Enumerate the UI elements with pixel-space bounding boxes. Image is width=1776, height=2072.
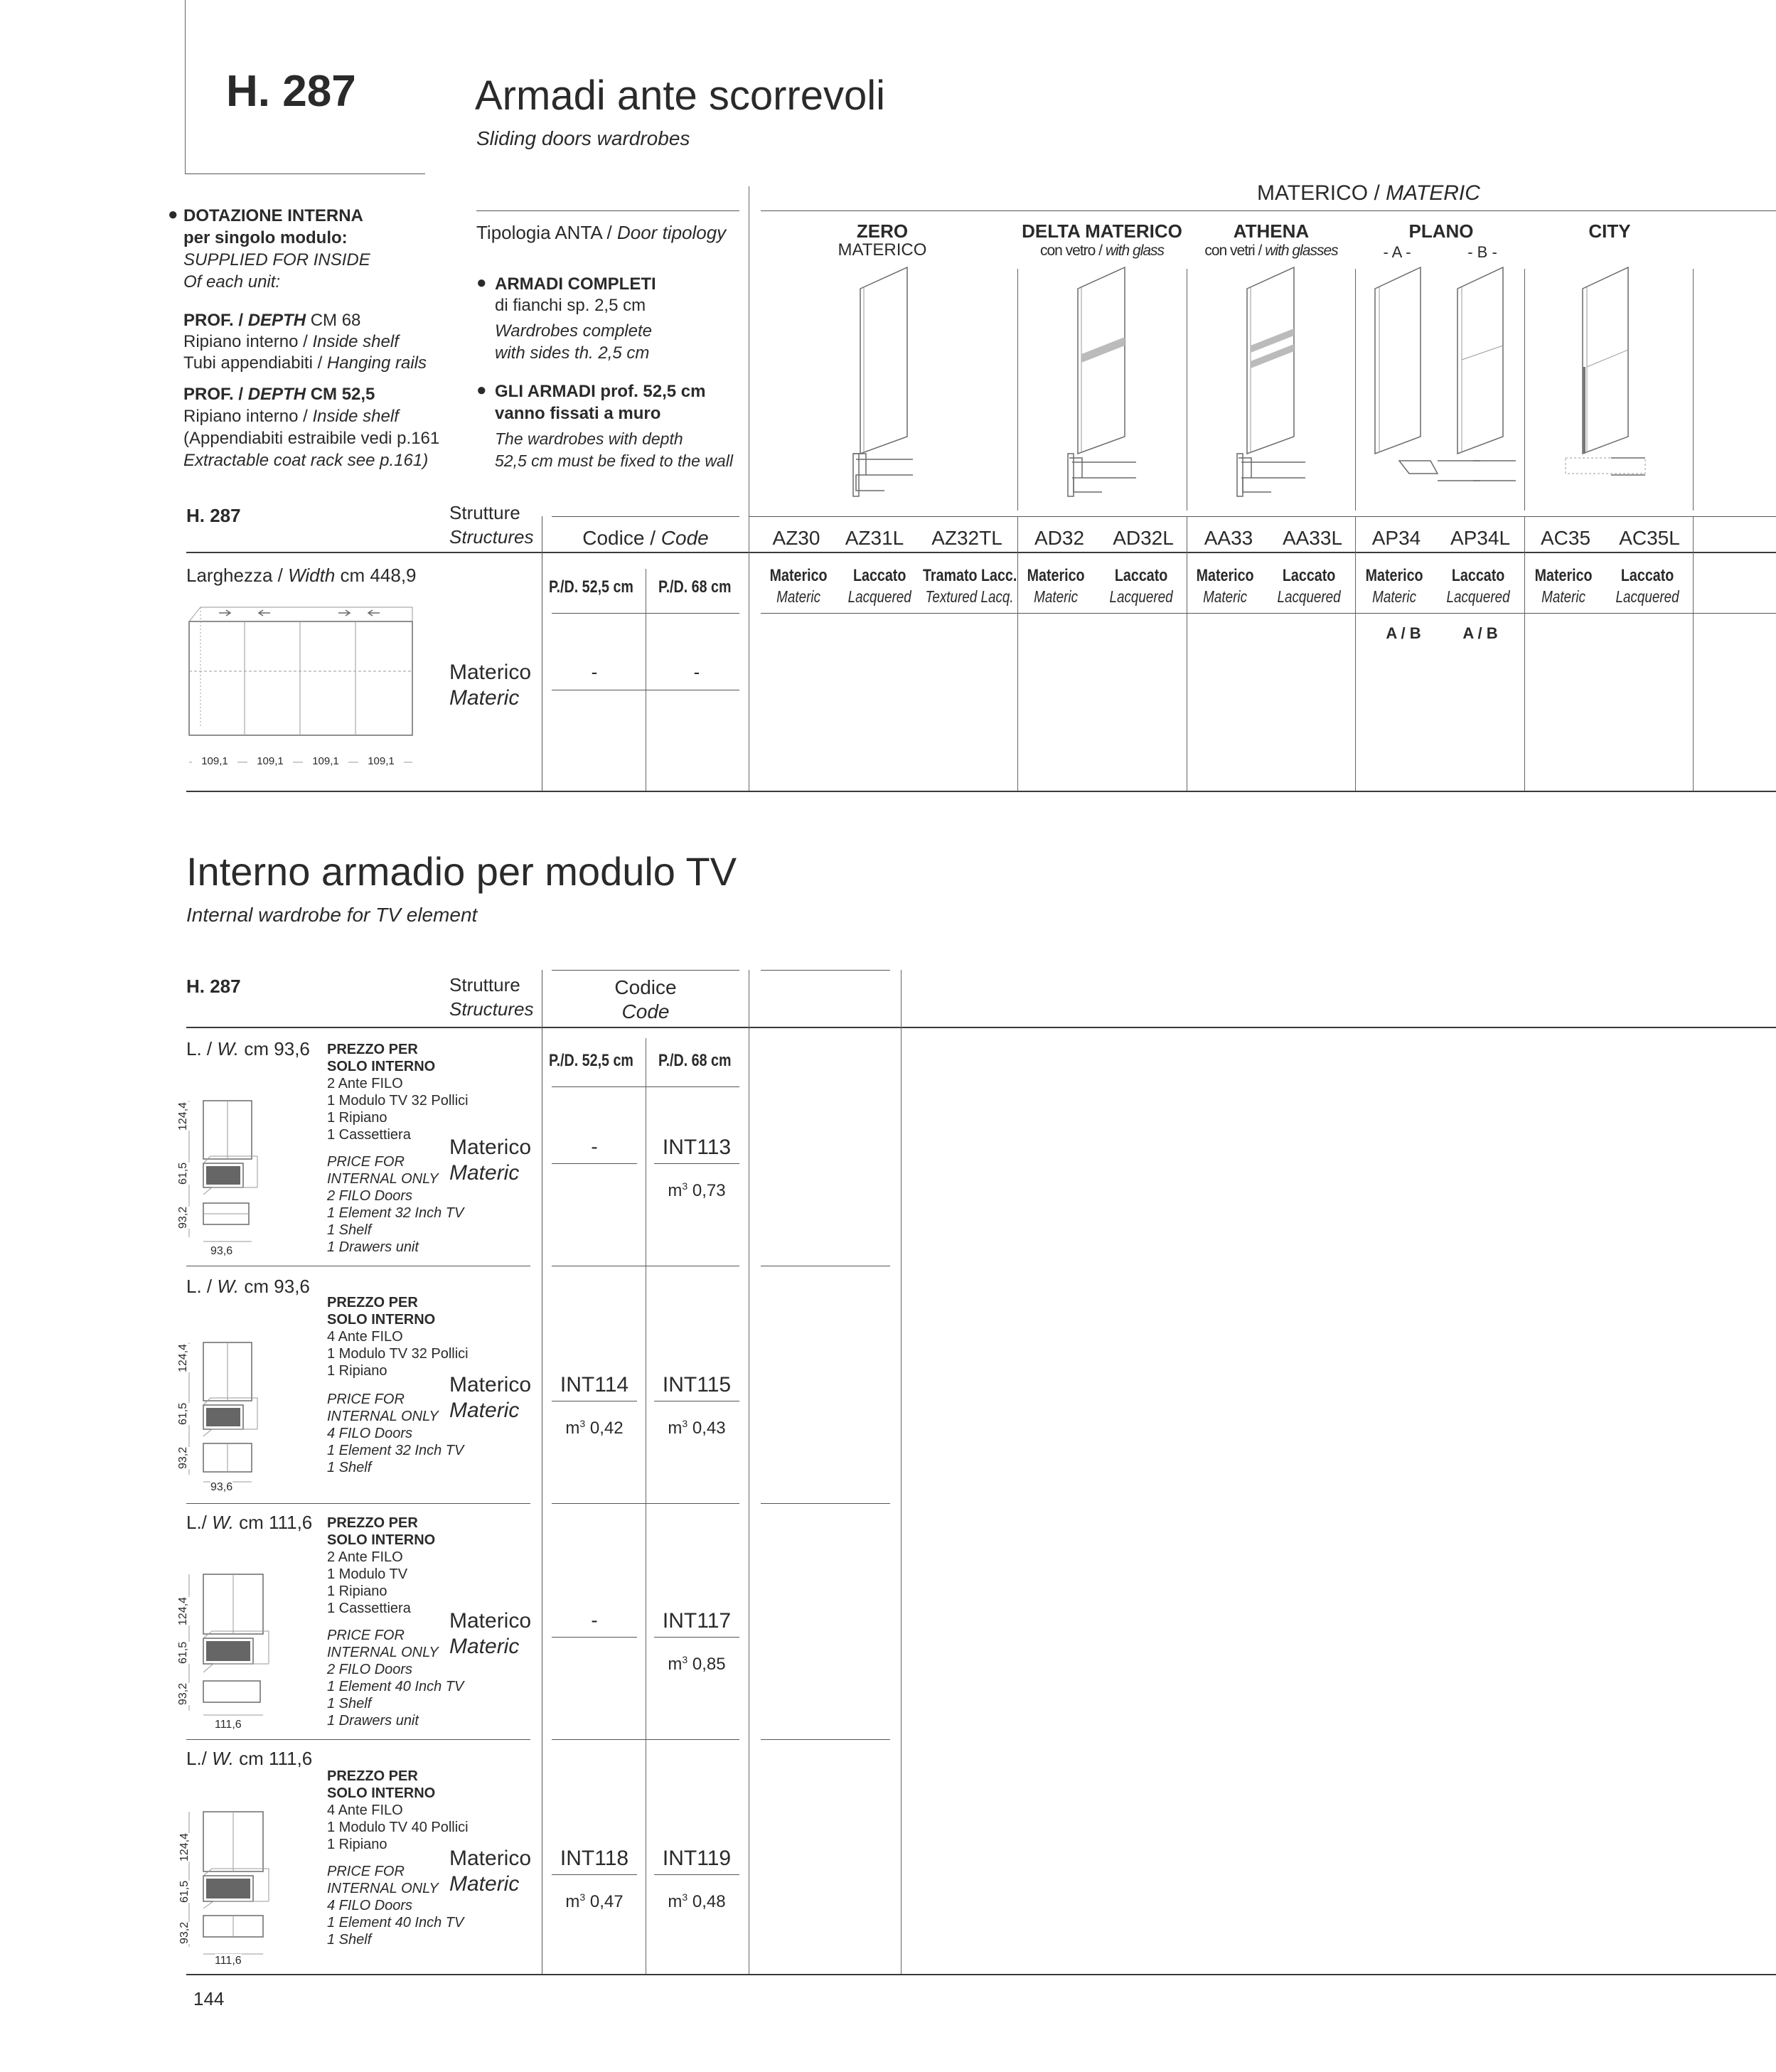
finishes-rule <box>761 613 1776 614</box>
table1-structure-en: Materic <box>449 686 520 710</box>
item-en: 1 Element 40 Inch TV <box>327 1679 464 1694</box>
plano-ab-label: A / B <box>1386 624 1421 642</box>
table1-vline <box>1355 516 1356 792</box>
table2-depth-68: P./D. 68 cm <box>658 1051 732 1070</box>
price-label: SOLO INTERNO <box>327 1532 436 1548</box>
code-cell: AP34L <box>1450 527 1511 549</box>
table1-header-rule <box>186 552 1776 553</box>
item-en: 1 Element 32 Inch TV <box>327 1205 464 1221</box>
row-code-68: INT117 <box>662 1609 732 1633</box>
item-en: 1 Shelf <box>327 1460 372 1475</box>
table1-vline <box>1524 516 1525 792</box>
dim-label: 124,4 <box>177 1101 189 1131</box>
complete-wardrobes-en-1: Wardrobes complete <box>495 321 652 341</box>
finish-cell: Laccato <box>1114 566 1168 585</box>
row-code-68: INT119 <box>662 1847 732 1870</box>
item-it: 1 Modulo TV 40 Pollici <box>327 1820 469 1835</box>
table1-structure-it: Materico <box>449 661 532 684</box>
table2-height: H. 287 <box>186 976 241 997</box>
code-cell: AD32L <box>1113 527 1174 549</box>
complete-wardrobes-desc: di fianchi sp. 2,5 cm <box>495 296 646 315</box>
fixed-wardrobes-title: GLI ARMADI prof. 52,5 cm <box>495 382 706 401</box>
row-width: L. / W. cm 93,6 <box>186 1038 310 1059</box>
table1-code-label: Codice / Code <box>582 527 709 549</box>
row-separator <box>761 1739 890 1740</box>
row-structure-it: Materico <box>449 1373 532 1397</box>
row-volume-68: $m^3$ 0,43 <box>668 1418 726 1438</box>
price-label: PREZZO PER <box>327 1042 418 1057</box>
table2-bottom-rule <box>186 1974 1776 1975</box>
finish-cell: Laccato <box>1451 566 1505 585</box>
header-divider-vertical <box>185 0 186 174</box>
finish-cell: Materico <box>1534 566 1593 585</box>
header-divider-horizontal <box>185 173 425 174</box>
item-it: 1 Cassettiera <box>327 1127 411 1143</box>
price-label-en: PRICE FOR <box>327 1154 405 1170</box>
code-rule <box>552 970 739 971</box>
table2-code-it: Codice <box>614 976 677 998</box>
finish-cell: Materic <box>1541 587 1586 606</box>
item-it: 1 Ripiano <box>327 1110 387 1126</box>
code-cell: AZ31L <box>845 527 904 549</box>
complete-wardrobes-en-2: with sides th. 2,5 cm <box>495 343 650 363</box>
row-code-525: - <box>591 1609 598 1631</box>
row-separator <box>552 1503 739 1504</box>
item-en: 2 FILO Doors <box>327 1188 413 1204</box>
row-volume-525: $m^3$ 0,42 <box>565 1418 624 1438</box>
finish-cell: Laccato <box>1620 566 1674 585</box>
row-width: L. / W. cm 93,6 <box>186 1276 310 1297</box>
code-cell: AC35L <box>1619 527 1680 549</box>
door-athena-drawing <box>1229 267 1314 509</box>
cell-rule <box>552 1163 637 1164</box>
item-it: 2 Ante FILO <box>327 1076 403 1091</box>
page-title: Armadi ante scorrevoli <box>475 73 885 119</box>
dim-label: 61,5 <box>177 1641 189 1664</box>
cell-rule <box>654 1163 739 1164</box>
row-code-525: INT118 <box>560 1847 629 1870</box>
code-rule <box>552 516 739 517</box>
depth-525-heading: PROF. / DEPTH CM 52,5 <box>183 385 375 404</box>
price-label-en: PRICE FOR <box>327 1392 405 1407</box>
table1-value-525: - <box>591 661 598 683</box>
depth-rule <box>552 613 739 614</box>
dim-label: 93,2 <box>177 1206 189 1229</box>
materic-rule <box>761 210 1776 211</box>
code-cell: AC35 <box>1540 527 1591 549</box>
row-code-525: - <box>591 1136 598 1158</box>
item-en: 4 FILO Doors <box>327 1898 413 1913</box>
table2-structures-it: Strutture <box>449 974 520 995</box>
price-label: SOLO INTERNO <box>327 1312 436 1328</box>
wardrobe-front-drawing <box>186 604 421 775</box>
table1-vline <box>1017 516 1018 792</box>
dim-label: 93,6 <box>210 1245 233 1257</box>
notes-heading-en-2: Of each unit: <box>183 272 281 292</box>
table1-width: Larghezza / Width cm 448,9 <box>186 565 417 586</box>
price-label-en: INTERNAL ONLY <box>327 1171 439 1187</box>
row-width: L./ W. cm 111,6 <box>186 1512 313 1533</box>
cell-rule <box>654 1637 739 1638</box>
typology-rule <box>476 210 739 211</box>
complete-wardrobes-title: ARMADI COMPLETI <box>495 274 656 294</box>
table1-value-68: - <box>693 661 700 683</box>
table2-structures-en: Structures <box>449 998 534 1020</box>
code-cell: AA33 <box>1204 527 1253 549</box>
row-volume-68: $m^3$ 0,73 <box>668 1180 726 1200</box>
model-athena-sub: con vetri / with glasses <box>1204 242 1338 259</box>
bullet-icon: ● <box>168 205 178 224</box>
dim-label: 93,2 <box>177 1682 189 1705</box>
price-label: PREZZO PER <box>327 1515 418 1531</box>
row-code-68: INT115 <box>662 1373 732 1397</box>
row-structure-en: Materic <box>449 1872 520 1896</box>
depth-rule <box>552 1086 739 1087</box>
item-en: 1 Element 40 Inch TV <box>327 1915 464 1931</box>
finish-cell: Tramato Lacc. <box>923 566 1017 585</box>
item-en: 1 Shelf <box>327 1222 372 1238</box>
table1-depth-525: P./D. 52,5 cm <box>549 577 633 597</box>
fixed-wardrobes-en-2: 52,5 cm must be fixed to the wall <box>495 452 733 470</box>
finish-cell: Materic <box>776 587 821 606</box>
col-sep <box>1693 269 1694 511</box>
row-separator <box>186 1739 530 1740</box>
item-en: 2 FILO Doors <box>327 1662 413 1677</box>
door-typology-label: Tipologia ANTA / Door tipology <box>476 222 727 243</box>
dim-label: 93,6 <box>210 1481 233 1493</box>
code-cell: AZ30 <box>772 527 820 549</box>
code-cell: AA33L <box>1282 527 1343 549</box>
cell-rule <box>552 1637 637 1638</box>
finish-cell: Textured Lacq. <box>925 587 1014 606</box>
item-it: 1 Cassettiera <box>327 1601 411 1616</box>
item-en: 1 Shelf <box>327 1932 372 1948</box>
row-width: L./ W. cm 111,6 <box>186 1748 313 1769</box>
item-it: 4 Ante FILO <box>327 1803 403 1818</box>
table1-bottom-rule <box>186 791 1776 792</box>
depth-68-line-2: Tubi appendiabiti / Hanging rails <box>183 353 427 373</box>
item-it: 1 Modulo TV <box>327 1566 408 1582</box>
table1-depth-68: P./D. 68 cm <box>658 577 732 597</box>
dim-label: 93,2 <box>177 1446 189 1469</box>
row-structure-it: Materico <box>449 1136 532 1159</box>
dim-label: 93,2 <box>178 1921 191 1944</box>
dim-label: 111,6 <box>215 1955 242 1967</box>
dim-label: 111,6 <box>215 1719 242 1731</box>
row-separator <box>552 1739 739 1740</box>
col-sep <box>1524 269 1525 511</box>
row-code-525: INT114 <box>560 1373 629 1397</box>
door-delta-drawing <box>1059 267 1145 509</box>
page-number: 144 <box>193 1988 225 2009</box>
door-zero-drawing <box>853 267 910 509</box>
row-structure-en: Materic <box>449 1161 520 1185</box>
depth-525-line-1: Ripiano interno / Inside shelf <box>183 407 399 426</box>
finish-cell: Materic <box>1034 587 1079 606</box>
materic-header: MATERICO / MATERIC <box>1257 181 1480 205</box>
tv-unit-drawing-2 <box>179 1333 286 1496</box>
model-athena-name: ATHENA <box>1233 220 1310 242</box>
price-label: PREZZO PER <box>327 1295 418 1310</box>
model-delta-name: DELTA MATERICO <box>1022 220 1182 242</box>
dim-label: 109,1 <box>247 755 293 768</box>
section2-subtitle: Internal wardrobe for TV element <box>186 904 478 926</box>
row-structure-en: Materic <box>449 1635 520 1658</box>
row-structure-en: Materic <box>449 1399 520 1422</box>
model-city-name: CITY <box>1588 220 1631 242</box>
fixed-wardrobes-en-1: The wardrobes with depth <box>495 429 683 448</box>
table2-code-en: Code <box>621 1000 670 1022</box>
depth-68-line-1: Ripiano interno / Inside shelf <box>183 332 399 351</box>
codes-top-rule <box>749 516 1776 517</box>
table1-structures-it: Strutture <box>449 502 520 523</box>
finish-cell: Materico <box>1027 566 1085 585</box>
finish-cell: Laccato <box>1282 566 1336 585</box>
price-label: SOLO INTERNO <box>327 1785 436 1801</box>
depth-525-line-3: Extractable coat rack see p.161) <box>183 451 429 470</box>
page-height-label: H. 287 <box>226 67 356 116</box>
depth-68-heading: PROF. / DEPTH CM 68 <box>183 311 361 330</box>
notes-heading: DOTAZIONE INTERNA <box>183 206 363 225</box>
item-en: 1 Element 32 Inch TV <box>327 1443 464 1458</box>
table1-height: H. 287 <box>186 505 241 526</box>
notes-heading-en: SUPPLIED FOR INSIDE <box>183 250 370 269</box>
plano-ab-label: A / B <box>1462 624 1498 642</box>
section2-title: Interno armadio per modulo TV <box>186 849 737 894</box>
finish-cell: Lacquered <box>1277 587 1341 606</box>
model-plano-name: PLANO <box>1408 220 1474 242</box>
notes-heading-2: per singolo modulo: <box>183 228 348 247</box>
finish-cell: Laccato <box>853 566 906 585</box>
dim-label: 124,4 <box>177 1343 189 1372</box>
code-cell: AD32 <box>1034 527 1085 549</box>
finish-cell: Lacquered <box>1615 587 1679 606</box>
price-label: SOLO INTERNO <box>327 1059 436 1074</box>
dim-label: 124,4 <box>178 1832 191 1862</box>
col-sep <box>1355 269 1356 511</box>
code-rule <box>761 970 890 971</box>
item-en: 1 Drawers unit <box>327 1713 419 1729</box>
code-cell: AZ32TL <box>931 527 1002 549</box>
cell-rule <box>552 1874 637 1875</box>
row-separator <box>761 1503 890 1504</box>
item-it: 1 Modulo TV 32 Pollici <box>327 1346 469 1362</box>
dim-label: 109,1 <box>303 755 348 768</box>
tv-unit-drawing-1 <box>179 1095 286 1259</box>
cell-rule <box>654 1874 739 1875</box>
fixed-wardrobes-desc: vanno fissati a muro <box>495 404 661 423</box>
bullet-icon: ● <box>476 380 487 400</box>
bullet-icon: ● <box>476 273 487 292</box>
table2-depth-525: P./D. 52,5 cm <box>549 1051 633 1070</box>
item-it: 1 Ripiano <box>327 1837 387 1852</box>
finish-cell: Lacquered <box>847 587 911 606</box>
dim-label: 109,1 <box>192 755 237 768</box>
table2-vline <box>901 970 902 1974</box>
page-subtitle: Sliding doors wardrobes <box>476 127 690 149</box>
table2-header-rule <box>186 1027 1776 1028</box>
tv-unit-drawing-3 <box>179 1569 286 1732</box>
item-it: 2 Ante FILO <box>327 1549 403 1565</box>
item-it: 1 Ripiano <box>327 1584 387 1599</box>
depth-525-line-2: (Appendiabiti estraibile vedi p.161 <box>183 429 440 448</box>
item-en: 4 FILO Doors <box>327 1426 413 1441</box>
price-label-en: PRICE FOR <box>327 1628 405 1643</box>
finish-cell: Materico <box>1196 566 1254 585</box>
finish-cell: Lacquered <box>1109 587 1173 606</box>
finish-cell: Materic <box>1372 587 1417 606</box>
door-city-drawing <box>1554 267 1654 509</box>
finish-cell: Materic <box>1203 587 1248 606</box>
row-code-68: INT113 <box>662 1136 732 1159</box>
col-sep <box>1017 269 1018 511</box>
dim-label: 124,4 <box>177 1596 189 1625</box>
row-structure-it: Materico <box>449 1609 532 1633</box>
model-delta-sub: con vetro / with glass <box>1039 242 1165 259</box>
dim-label: 61,5 <box>177 1402 189 1425</box>
model-plano-variant-a: - A - <box>1383 243 1411 261</box>
code-cell: AP34 <box>1371 527 1421 549</box>
row-structure-it: Materico <box>449 1847 532 1870</box>
model-plano-variant-b: - B - <box>1467 243 1497 261</box>
tv-unit-drawing-4 <box>179 1805 286 1968</box>
row-volume-525: $m^3$ 0,47 <box>565 1891 624 1911</box>
finish-cell: Materico <box>1365 566 1423 585</box>
price-label: PREZZO PER <box>327 1768 418 1784</box>
price-label-en: INTERNAL ONLY <box>327 1881 439 1896</box>
row-volume-68: $m^3$ 0,85 <box>668 1654 726 1674</box>
row-separator <box>186 1503 530 1504</box>
table1-structures-en: Structures <box>449 526 534 548</box>
price-label-en: INTERNAL ONLY <box>327 1645 439 1660</box>
price-label-en: INTERNAL ONLY <box>327 1409 439 1424</box>
dim-label: 109,1 <box>358 755 404 768</box>
item-en: 1 Shelf <box>327 1696 372 1711</box>
door-plano-drawing <box>1371 267 1520 509</box>
table1-vline <box>1693 516 1694 792</box>
finish-cell: Lacquered <box>1446 587 1510 606</box>
model-zero-sub: MATERICO <box>838 240 927 260</box>
model-zero-name: ZERO <box>856 220 909 242</box>
finish-cell: Materico <box>769 566 828 585</box>
item-it: 1 Ripiano <box>327 1363 387 1379</box>
item-en: 1 Drawers unit <box>327 1239 419 1255</box>
dim-label: 61,5 <box>177 1162 189 1185</box>
row-volume-68: $m^3$ 0,48 <box>668 1891 726 1911</box>
price-label-en: PRICE FOR <box>327 1864 405 1879</box>
item-it: 1 Modulo TV 32 Pollici <box>327 1093 469 1109</box>
item-it: 4 Ante FILO <box>327 1329 403 1345</box>
dim-label: 61,5 <box>178 1880 191 1903</box>
